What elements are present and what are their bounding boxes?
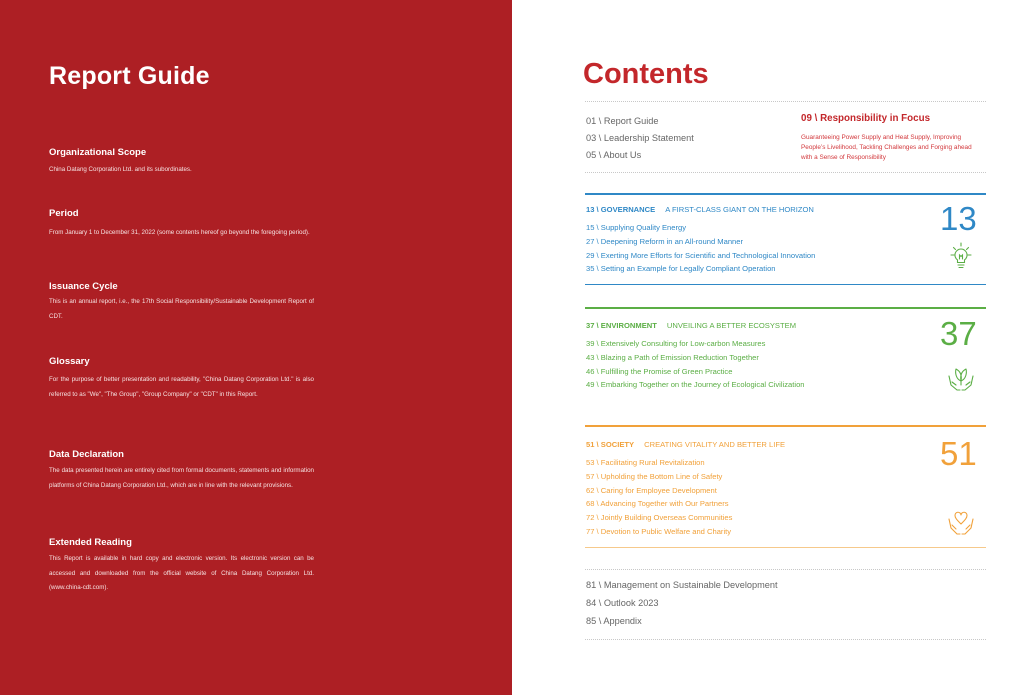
toc-item[interactable]: 72 \ Jointly Building Overseas Communities — [586, 513, 733, 522]
environment-top-rule — [585, 307, 986, 309]
toc-item[interactable]: 68 \ Advancing Together with Our Partners — [586, 499, 729, 508]
focus-title[interactable]: 09 \ Responsibility in Focus — [801, 113, 931, 124]
lightbulb-icon — [946, 241, 976, 271]
section-text: From January 1 to December 31, 2022 (some contents hereof go beyond the foregoing period). — [49, 229, 310, 236]
toc-item[interactable]: 57 \ Upholding the Bottom Line of Safety — [586, 472, 723, 481]
section-heading: Period — [49, 208, 79, 219]
governance-heading[interactable] — [586, 205, 814, 214]
focus-subtitle: Guaranteeing Power Supply and Heat Supply, Improving People’s Livelihood, Tackling Challenges and Forging ahead with a Sense of Responsibility — [801, 134, 972, 162]
environment-number: 37 — [940, 315, 977, 352]
section-heading: Issuance Cycle — [49, 281, 118, 292]
environment-heading[interactable] — [586, 321, 796, 330]
contents-panel — [512, 0, 1024, 695]
toc-item[interactable]: 03 \ Leadership Statement — [586, 133, 694, 143]
governance-bottom-rule — [585, 284, 986, 285]
toc-item[interactable]: 27 \ Deepening Reform in an All-round Manner — [586, 237, 744, 246]
toc-item[interactable]: 35 \ Setting an Example for Legally Compliant Operation — [586, 264, 776, 273]
guide-section-issuance — [49, 281, 314, 324]
toc-item[interactable]: 15 \ Supplying Quality Energy — [586, 223, 687, 232]
section-text: China Datang Corporation Ltd. and its subordinates. — [49, 166, 192, 173]
guide-section-reading — [49, 537, 314, 596]
governance-label: 13 \ GOVERNANCE — [586, 205, 656, 214]
governance-tagline: A FIRST-CLASS GIANT ON THE HORIZON — [665, 205, 814, 214]
environment-tagline: UNVEILING A BETTER ECOSYSTEM — [666, 321, 797, 330]
divider — [585, 172, 986, 173]
toc-item[interactable]: 62 \ Caring for Employee Development — [586, 486, 717, 495]
toc-item[interactable]: 43 \ Blazing a Path of Emission Reduction Together — [586, 353, 759, 362]
section-text: The data presented herein are entirely cited from formal documents, statements and information platforms of China Datang Corporation Ltd., which are in line with the relevant provisions. — [49, 467, 314, 489]
section-heading: Data Declaration — [49, 449, 124, 460]
guide-section-glossary — [49, 356, 314, 402]
toc-item[interactable]: 77 \ Devotion to Public Welfare and Charity — [586, 527, 732, 536]
society-top-rule — [585, 425, 986, 427]
section-text: This is an annual report, i.e., the 17th Social Responsibility/Sustainable Development Report of CDT. — [49, 298, 314, 320]
governance-number: 13 — [940, 200, 977, 237]
society-label: 51 \ SOCIETY — [586, 440, 635, 449]
section-text: For the purpose of better presentation and readability, "China Datang Corporation Ltd." is also referred to as "We", "The Group", "Group Company" or "CDT" in this Report. — [49, 376, 314, 398]
society-tagline: CREATING VITALITY AND BETTER LIFE — [644, 440, 786, 449]
heart-hands-icon — [946, 507, 976, 537]
divider — [585, 101, 986, 102]
divider — [585, 569, 986, 570]
toc-item[interactable]: 85 \ Appendix — [586, 616, 642, 626]
toc-item[interactable]: 81 \ Management on Sustainable Development — [586, 580, 778, 590]
guide-section-data — [49, 449, 314, 493]
divider — [585, 639, 986, 640]
toc-item[interactable]: 05 \ About Us — [586, 150, 642, 160]
toc-item[interactable]: 39 \ Extensively Consulting for Low-carbon Measures — [586, 339, 766, 348]
society-number: 51 — [940, 435, 977, 472]
toc-item[interactable]: 84 \ Outlook 2023 — [586, 598, 659, 608]
section-heading: Glossary — [49, 356, 90, 367]
guide-title: Report Guide — [49, 62, 210, 90]
leaf-hands-icon — [946, 363, 976, 393]
society-bottom-rule — [585, 547, 986, 548]
toc-item[interactable]: 29 \ Exerting More Efforts for Scientific and Technological Innovation — [586, 251, 816, 260]
section-text: This Report is available in hard copy and electronic version. Its electronic version can be accessed and downloaded from the official website of China Datang Corporation Ltd. (www.china-cdt.com). — [49, 555, 314, 591]
toc-item[interactable]: 01 \ Report Guide — [586, 116, 659, 126]
section-heading: Extended Reading — [49, 537, 132, 548]
contents-title: Contents — [583, 58, 709, 90]
section-heading: Organizational Scope — [49, 147, 147, 158]
guide-section-period — [49, 208, 314, 241]
governance-top-rule — [585, 193, 986, 195]
toc-item[interactable]: 46 \ Fulfilling the Promise of Green Practice — [586, 367, 733, 376]
environment-label: 37 \ ENVIRONMENT — [586, 321, 657, 330]
toc-item[interactable]: 53 \ Facilitating Rural Revitalization — [586, 458, 705, 467]
toc-item[interactable]: 49 \ Embarking Together on the Journey of Ecological Civilization — [586, 380, 805, 389]
guide-section-scope — [49, 147, 314, 178]
society-heading[interactable] — [586, 440, 785, 449]
